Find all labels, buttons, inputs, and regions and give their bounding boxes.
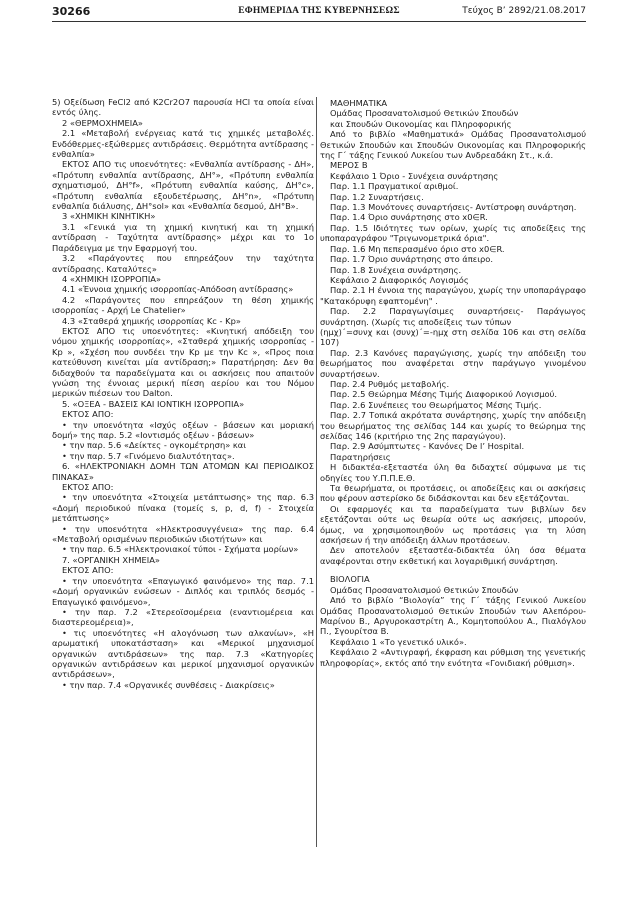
paragraph: Κεφάλαιο 2 «Αντιγραφή, έκφραση και ρύθμιση της γενετικής πληροφορίας», εκτός από την ενότητα «Γονιδιακή ρύθμιση». — [320, 647, 586, 668]
paragraph: 4.1 «Έννοια χημικής ισορροπίας-Απόδοση αντίδρασης» — [62, 284, 294, 295]
paragraph: Παρατηρήσεις — [330, 451, 391, 462]
paragraph: 4 «ΧΗΜΙΚΗ ΙΣΟΡΡΟΠΙΑ» — [62, 273, 162, 284]
journal-title: ΕΦΗΜΕΡΙΔΑ ΤΗΣ ΚΥΒΕΡΝΗΣΕΩΣ — [238, 6, 400, 16]
paragraph: • την παρ. 5.7 «Γινόμενο διαλυτότητας». — [62, 450, 235, 461]
paragraph: Παρ. 1.3 Μονότονες συναρτήσεις- Αντίστροφη συνάρτηση. — [330, 202, 577, 213]
paragraph: Παρ. 2.2 Παραγωγίσιμες συναρτήσεις- Παράγωγος συνάρτηση. (Χωρίς τις αποδείξεις των τύπων — [320, 306, 586, 327]
column-divider — [316, 97, 317, 847]
paragraph: Τα θεωρήματα, οι προτάσεις, οι αποδείξεις και οι ασκήσεις που φέρουν αστερίσκο δε διδάσκονται και δεν εξετάζονται. — [320, 483, 586, 504]
paragraph: Παρ. 2.6 Συνέπειες του Θεωρήματος Μέσης Τιμής. — [330, 399, 542, 410]
paragraph: 4.2 «Παράγοντες που επηρεάζουν τη θέση χημικής ισορροπίας - Αρχή Le Chatelier» — [52, 294, 314, 316]
paragraph: Παρ. 2.5 Θεώρημα Μέσης Τιμής Διαφορικού Λογισμού. — [330, 389, 558, 400]
paragraph: Παρ. 2.9 Ασύμπτωτες - Κανόνες De l’ Hospital. — [330, 441, 525, 452]
paragraph: Κεφάλαιο 1 Όριο - Συνέχεια συνάρτησης — [330, 170, 499, 181]
paragraph: Παρ. 1.6 Μη πεπερασμένο όριο στο x0∈R. — [330, 243, 505, 254]
header-rule — [52, 21, 586, 22]
paragraph: 4.3 «Σταθερά χημικής ισορροπίας Kc - Kp» — [62, 315, 241, 326]
paragraph: 2 «ΘΕΡΜΟΧΗΜΕΙΑ» — [62, 117, 143, 128]
paragraph: Παρ. 1.2 Συναρτήσεις. — [330, 191, 424, 202]
paragraph: Παρ. 2.7 Τοπικά ακρότατα συνάρτησης, χωρίς την απόδειξη του θεωρήματος της σελίδας 144 και χωρίς το θεώρημα της σελίδας 146 (κριτήριο της 2ης παραγώγου). — [320, 410, 586, 441]
paragraph: 3.2 «Παράγοντες που επηρεάζουν την ταχύτητα αντίδρασης. Καταλύτες» — [52, 253, 314, 274]
paragraph: Η διδακτέα-εξεταστέα ύλη θα διδαχτεί σύμφωνα με τις οδηγίες του Υ.Π.Π.Ε.Θ. — [320, 462, 586, 483]
paragraph: 5. «ΟΞΕΑ - ΒΑΣΕΙΣ ΚΑΙ ΙΟΝΤΙΚΗ ΙΣΟΡΡΟΠΙΑ» — [62, 398, 245, 409]
paragraph: • την υποενότητα «Ηλεκτροσυγγένεια» της παρ. 6.4 «Μεταβολή ορισμένων περιοδικών ιδιοτήτων» και — [52, 523, 314, 545]
paragraph: ΕΚΤΟΣ ΑΠΟ τις υποενότητες: «Κινητική απόδειξη του νόμου χημικής ισορροπίας», «Σταθερά χημικής ισορροπίας - Kp », «Σχέση που συνδέει την Kp με την Kc », «Προς ποια κατεύθυνση κινείται μία αντίδραση;» Παρατήρηση: Δεν θα διδαχθούν τα παραδείγματα και οι ασκήσεις που απαιτούν γνώση της έννοιας μερική πίεση αερίου και του Νόμου μερικών πιέσεων του Dalton. — [52, 325, 314, 399]
paragraph: 3.1 «Γενικά για τη χημική κινητική και τη χημική αντίδραση - Ταχύτητα αντίδρασης» μέχρι και το 1ο Παράδειγμα με την Εφαρμογή του. — [52, 221, 314, 253]
paragraph: 3 «ΧΗΜΙΚΗ ΚΙΝΗΤΙΚΗ» — [62, 211, 156, 222]
paragraph: ΜΑΘΗΜΑΤΙΚΑ — [330, 98, 388, 108]
paragraph: Από το βιβλίο “Βιολογία” της Γ΄ τάξης Γενικού Λυκείου Ομάδας Προσανατολισμού Θετικών Σπουδών των Αλεπόρου-Μαρίνου Β., Αργυροκαστρίτη Α., Κομητοπούλου Α., Πιαλόγλου Π., Σγουρίτσα Β. — [320, 595, 586, 637]
paragraph: Από το βιβλίο «Μαθηματικά» Ομάδας Προσανατολισμού Θετικών Σπουδών και Σπουδών Οικονομίας και Πληροφορικής της Γ΄ τάξης Γενικού Λυκείου των Ανδρεαδάκη Στ., κ.ά. — [320, 129, 586, 161]
paragraph-spacer — [320, 566, 586, 574]
paragraph: ΕΚΤΟΣ ΑΠΟ τις υποενότητες: «Ενθαλπία αντίδρασης - ΔΗ», «Πρότυπη ενθαλπία αντίδρασης, ΔΗ°», «Πρότυπη ενθαλπία σχηματισμού, ΔΗ°f», «Πρότυπη ενθαλπία καύσης, ΔΗ°c», «Πρότυπη ενθαλπία εξουδετέρωσης, ΔΗ°n», «Πρότυπη ενθαλπία διάλυσης, ΔΗ°sol» και «Ενθαλπία δεσμού, ΔΗ°B». — [52, 159, 314, 212]
paragraph: Δεν αποτελούν εξεταστέα-διδακτέα ύλη όσα θέματα αναφέρονται στην εκθετική και λογαριθμική συνάρτηση. — [320, 545, 586, 566]
paragraph: Παρ. 1.5 Ιδιότητες των ορίων, χωρίς τις αποδείξεις της υποπαραγράφου "Τριγωνομετρικά όρια". — [320, 222, 586, 244]
paragraph: • τις υποενότητες «Η αλογόνωση των αλκανίων», «Η αρωματική υποκατάσταση» και «Μερικοί μηχανισμοί οργανικών αντιδράσεων» της παρ. 7.3 «Κατηγορίες οργανικών αντιδράσεων και μερικοί μηχανισμοί οργανικών αντιδράσεων», — [52, 627, 314, 680]
paragraph: • την υποενότητα «Επαγωγικό φαινόμενο» της παρ. 7.1 «Δομή οργανικών ενώσεων - Διπλός και τριπλός δεσμός - Επαγωγικό φαινόμενο», — [52, 575, 314, 607]
paragraph: Παρ. 1.4 Όριο συνάρτησης στο x0∈R. — [330, 212, 488, 223]
paragraph: Ομάδας Προσανατολισμού Θετικών Σπουδών — [330, 108, 519, 119]
paragraph: ΜΕΡΟΣ Β — [330, 160, 368, 171]
page-number: 30266 — [52, 5, 91, 18]
paragraph: Παρ. 2.3 Κανόνες παραγώγισης, χωρίς την απόδειξη του θεωρήματος που αναφέρεται στην παράγωγο γινομένου συναρτήσεων. — [320, 347, 586, 379]
paragraph: Παρ. 1.7 Όριο συνάρτησης στο άπειρο. — [330, 254, 494, 265]
paragraph: 6. «ΗΛΕΚΤΡΟΝΙΑΚΗ ΔΟΜΗ ΤΩΝ ΑΤΟΜΩΝ ΚΑΙ ΠΕΡΙΟΔΙΚΟΣ ΠΙΝΑΚΑΣ» — [52, 461, 314, 482]
right-column — [320, 98, 586, 668]
paragraph: ΒΙΟΛΟΓΙΑ — [330, 574, 370, 585]
paragraph: Οι εφαρμογές και τα παραδείγματα των βιβλίων δεν εξετάζονται ούτε ως θεωρία ούτε ως ασκήσεις, μπορούν, όμως, να χρησιμοποιηθούν ως προτάσεις για τη λύση ασκήσεων ή την απόδειξη άλλων προτάσεων. — [320, 503, 586, 546]
paragraph: ΕΚΤΟΣ ΑΠΟ: — [62, 409, 114, 420]
paragraph: • την υποενότητα «Στοιχεία μετάπτωσης» της παρ. 6.3 «Δομή περιοδικού πίνακα (τομείς s, p, d, f) - Στοιχεία μετάπτωσης» — [52, 492, 314, 524]
paragraph: • την παρ. 7.4 «Οργανικές συνθέσεις - Διακρίσεις» — [62, 679, 275, 690]
paragraph: • την υποενότητα «Ισχύς οξέων - βάσεων και μοριακή δομή» της παρ. 5.2 «Ιοντισμός οξέων - βάσεων» — [52, 419, 314, 440]
paragraph: 7. «ΟΡΓΑΝΙΚΗ ΧΗΜΕΙΑ» — [62, 554, 160, 565]
paragraph: Παρ. 2.1 Η έννοια της παραγώγου, χωρίς την υποπαράγραφο "Κατακόρυφη εφαπτομένη" . — [320, 285, 586, 306]
paragraph: και Σπουδών Οικονομίας και Πληροφορικής — [330, 118, 512, 129]
paragraph: Ομάδας Προσανατολισμού Θετικών Σπουδών — [330, 584, 519, 595]
paragraph: (ημχ)΄=συνχ και (συνχ)΄=-ημχ στη σελίδα 106 και στη σελίδα 107) — [320, 326, 586, 348]
paragraph: Παρ. 2.4 Ρυθμός μεταβολής. — [330, 378, 450, 389]
paragraph: 5) Οξείδωση FeCl2 από K2Cr2O7 παρουσία HCl τα οποία είναι εντός ύλης. — [52, 97, 314, 118]
paragraph: Κεφάλαιο 2 Διαφορικός Λογισμός — [330, 274, 469, 285]
paragraph: ΕΚΤΟΣ ΑΠΟ: — [62, 565, 114, 576]
paragraph: Κεφάλαιο 1 «Το γενετικό υλικό». — [330, 636, 467, 647]
paragraph: Παρ. 1.8 Συνέχεια συνάρτησης. — [330, 264, 462, 275]
paragraph: • την παρ. 7.2 «Στερεοϊσομέρεια (εναντιομέρεια και διαστερεομέρεια)», — [52, 606, 314, 628]
paragraph: ΕΚΤΟΣ ΑΠΟ: — [62, 482, 114, 493]
paragraph: • την παρ. 6.5 «Ηλεκτρονιακοί τύποι - Σχήματα μορίων» — [62, 544, 299, 555]
paragraph: 2.1 «Μεταβολή ενέργειας κατά τις χημικές μεταβολές. Ενδόθερμες-εξώθερμες αντιδράσεις. Θερμότητα αντίδρασης - ενθαλπία» — [52, 128, 314, 160]
paragraph: • την παρ. 5.6 «Δείκτες - ογκομέτρηση» και — [62, 440, 247, 451]
issue-info: Τεύχος Β’ 2892/21.08.2017 — [462, 6, 586, 16]
left-column — [52, 97, 314, 690]
paragraph: Παρ. 1.1 Πραγματικοί αριθμοί. — [330, 181, 459, 192]
